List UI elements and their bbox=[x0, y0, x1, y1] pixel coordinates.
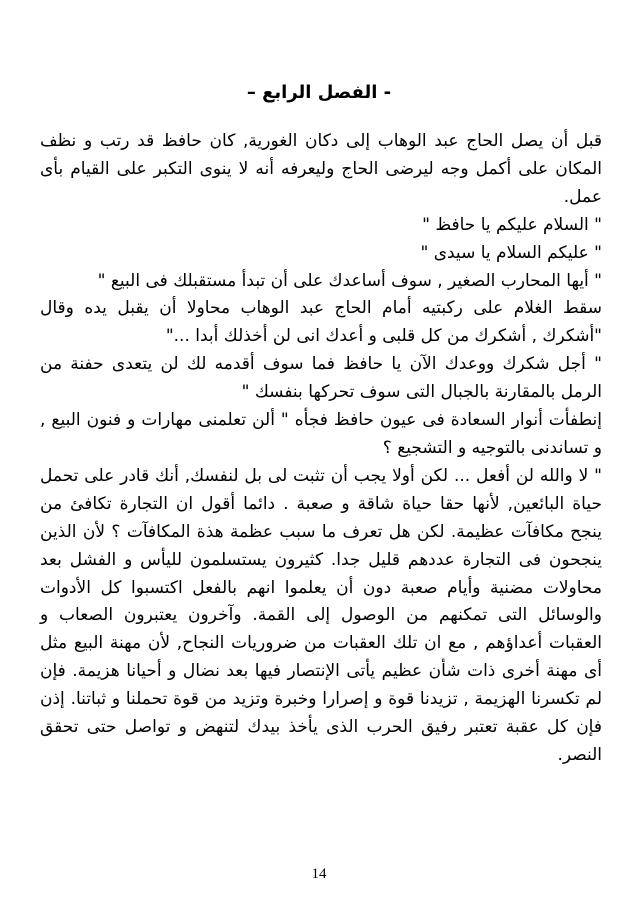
paragraph-kneel: سقط الغلام على ركبتيه أمام الحاج عبد الوهاب محاولا أن يقبل يده وقال "أشكرك , أشكرك من كل قلبى و أعدك انى لن أخذلك أبدا ..." bbox=[40, 298, 602, 347]
paragraph-warrior: " أيها المحارب الصغير , سوف أساعدك على أن تبدأ مستقبلك فى البيع " bbox=[97, 270, 602, 291]
paragraph-lesson: " لا والله لن أفعل ... لكن أولا يجب أن تثبت لى بل لنفسك, أنك قادر على تحمل حياة البائعين, لأنها حقا حياة شاقة و صعبة . دائما أقول ان التجارة تكافئ من ينجح مكافآت عظيمة. لكن هل تعرف ما سبب عظمة هذة المكافآت ؟ لأن الذين ينجحون فى التجارة عددهم قليل جدا. كثيرون يستسلمون لليأس و الفشل بعد محاولات مضنية وأيام صعبة دون أن يعلموا انهم بالفعل اكتسبوا كل الأدوات والوسائل التى تمكنهم من الوصول إلى القمة. وآخرون يعتبرون الصعاب و العقبات أعداؤهم , مع ان تلك العقبات من ضروريات النجاح, لأن مهنة البيع مثل أى مهنة أخرى ذات شأن عظيم يأتى الإنتصار فيها بعد نضال و أحيانا هزيمة. فإن لم تكسرنا الهزيمة , تزيدنا قوة و إصرارا وخبرة وتزيد من قوة تحملنا و ثباتنا. إذن فإن كل عقبة تعتبر رفيق الحرب الذى يأخذ بيدك لتنهض و تواصل حتى تحقق النصر. bbox=[40, 465, 602, 765]
chapter-body bbox=[40, 128, 602, 770]
paragraph-disappointment: إنطفأت أنوار السعادة فى عيون حافظ فجأه " ألن تعلمنى مهارات و فنون البيع , و تساندنى بالتوجيه و التشجيع ؟ bbox=[40, 410, 602, 458]
page-number: 14 bbox=[311, 866, 327, 882]
paragraph-intro: قبل أن يصل الحاج عبد الوهاب إلى دكان الغورية, كان حافظ قد رتب و نظف المكان على أكمل وجه ليرضى الحاج وليعرفه أنه لا ينوى التكبر على القيام بأى عمل. bbox=[40, 131, 602, 207]
paragraph-postpone: " أجل شكرك ووعدك الآن يا حافظ فما سوف أقدمه لك لن يتعدى حفنة من الرمل بالمقارنة بالجبال التى سوف تحركها بنفسك " bbox=[40, 354, 602, 403]
paragraph-greeting: " السلام عليكم يا حافظ " bbox=[422, 214, 602, 235]
chapter-title: - الفصل الرابع – bbox=[246, 82, 392, 103]
paragraph-reply: " عليكم السلام يا سيدى " bbox=[420, 242, 602, 263]
